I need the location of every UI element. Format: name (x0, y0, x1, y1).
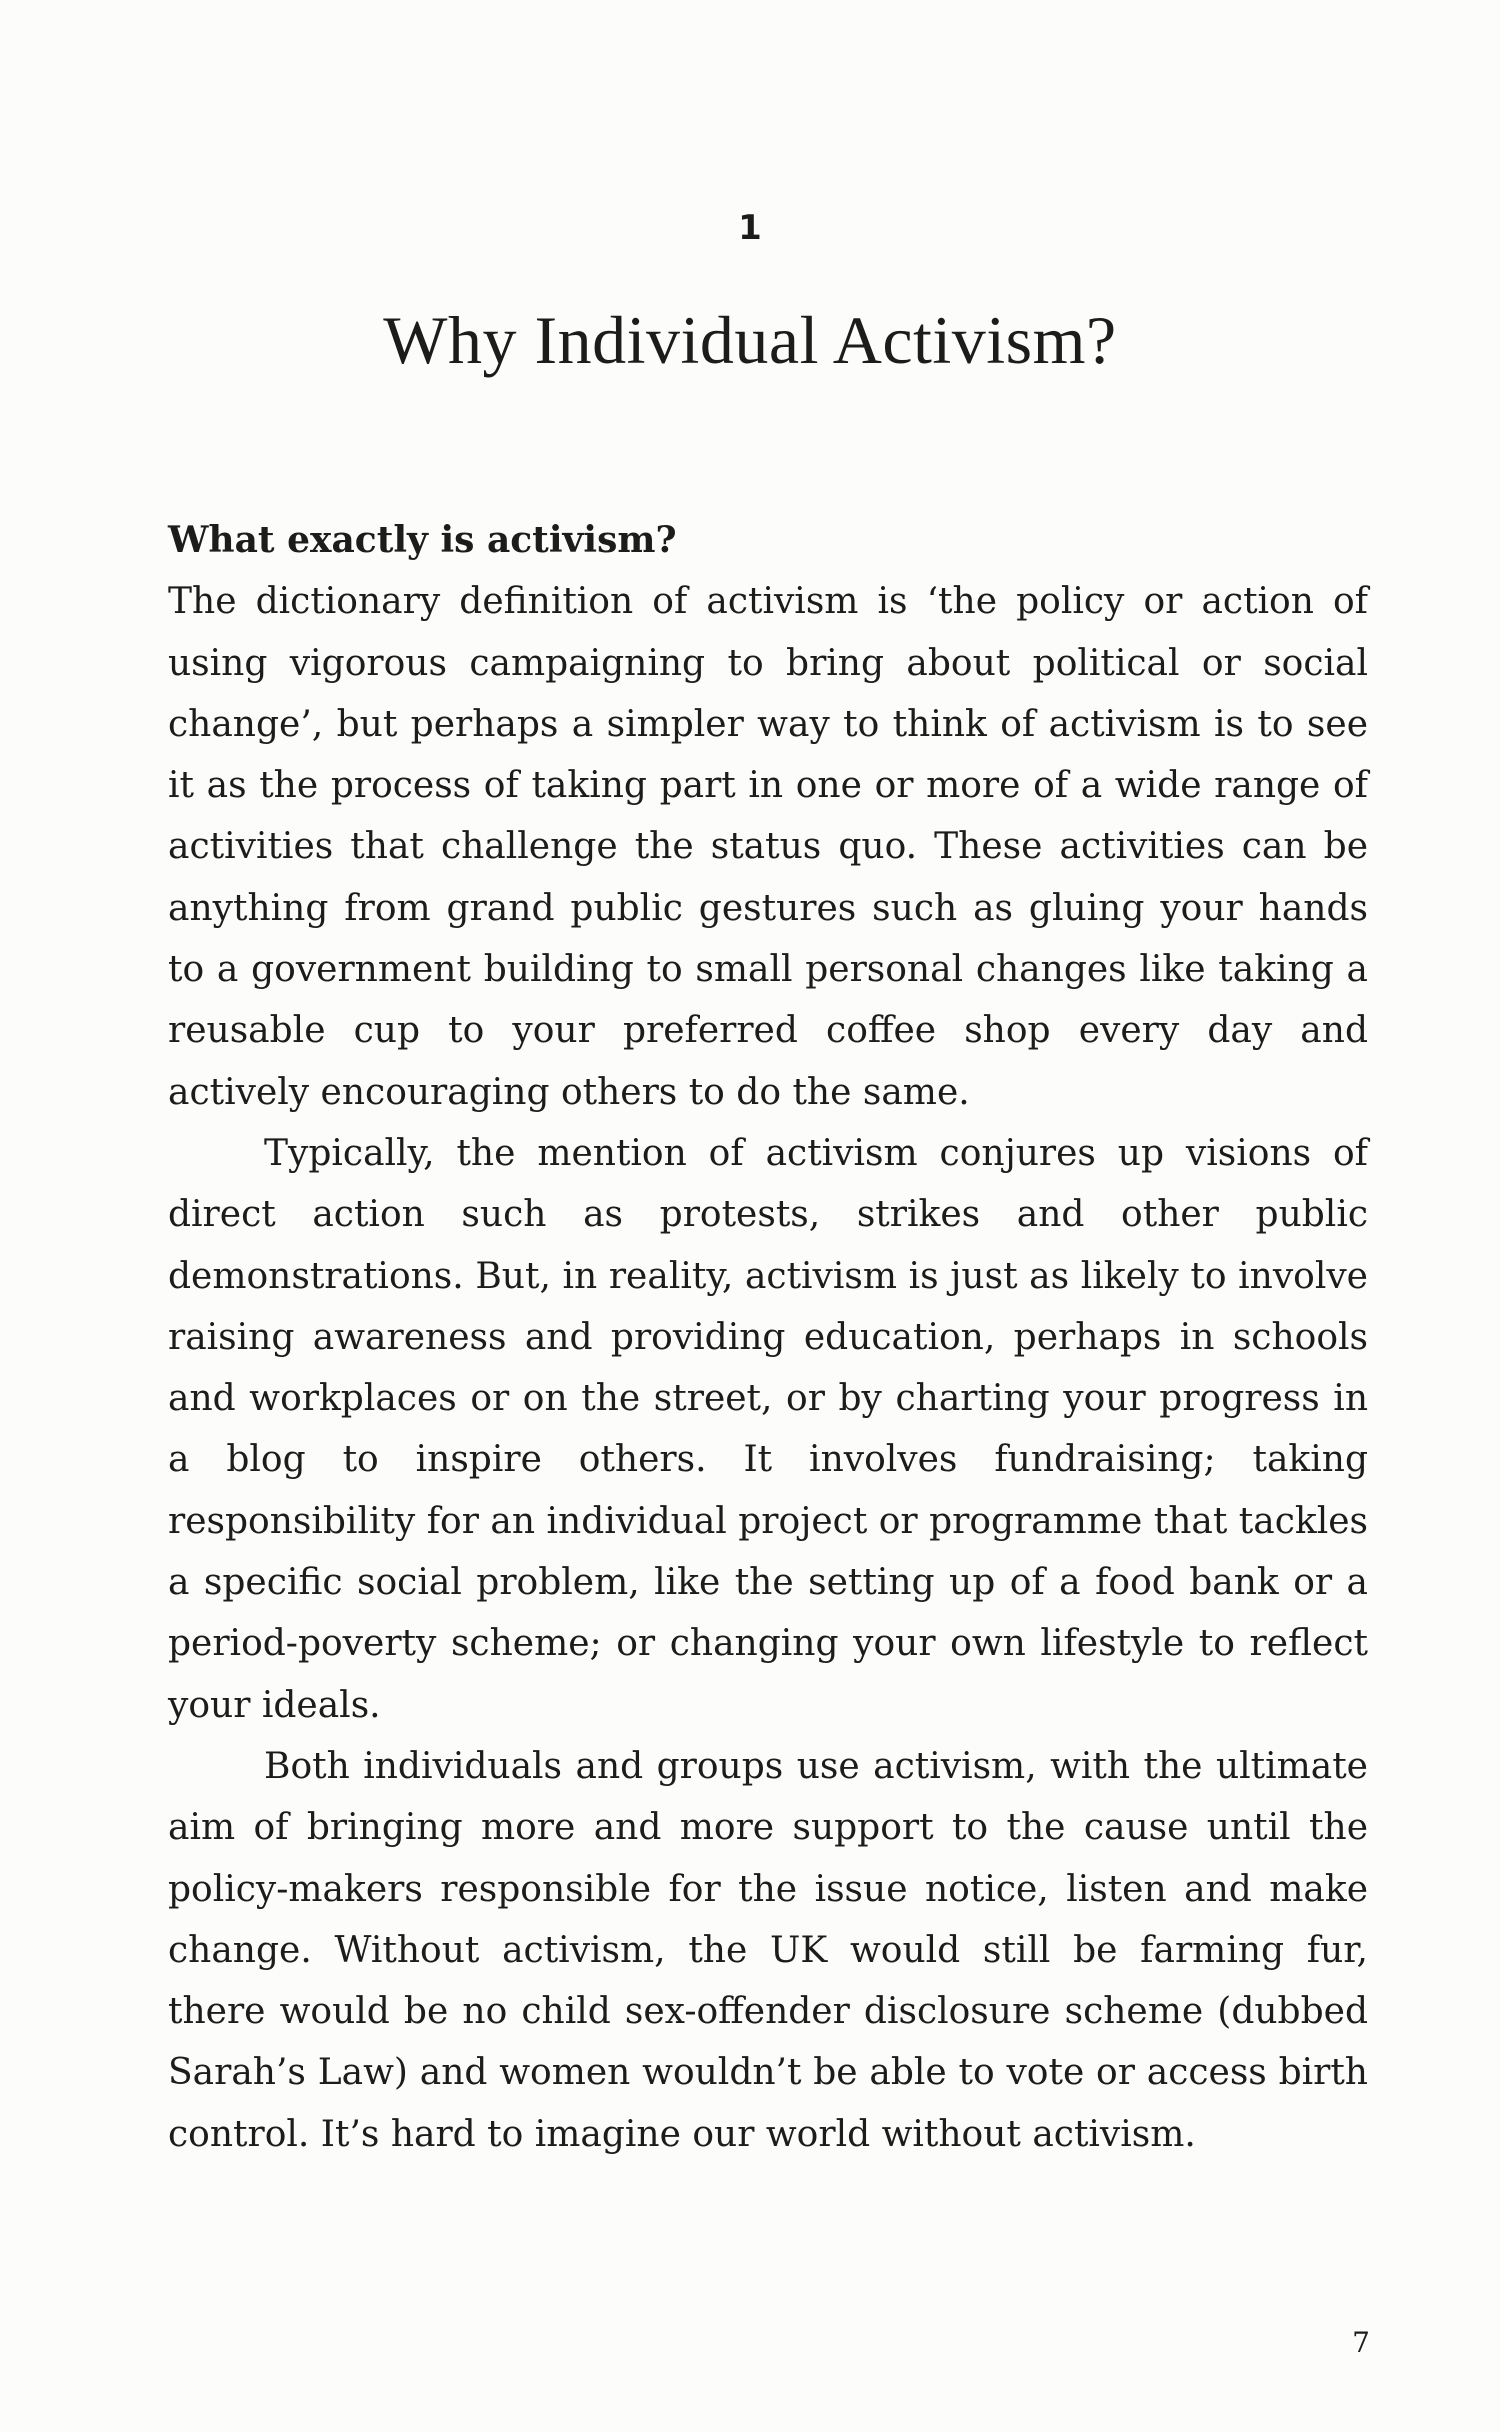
paragraph-2: Typically, the mention of activism conjures up visions of direct action such as protests, strikes and other public demonstrations. But, in reality, activism is just as likely to involve raising awareness and providing education, perhaps in schools and workplaces or on the street, or by charting your progress in a blog to inspire others. It involves fundraising; taking responsibility for an individual project or programme that tackles a specific social problem, like the setting up of a food bank or a period-poverty scheme; or changing your own lifestyle to reflect your ideals. (168, 1132, 1368, 1726)
chapter-body (168, 510, 1368, 2165)
page-number: 7 (1352, 2326, 1370, 2359)
paragraph-1: The dictionary definition of activism is ‘the policy or action of using vigorous campaigning to bring about political or social change’, but perhaps a simpler way to think of activism is to see it as the process of taking part in one or more of a wide range of activities that challenge the status quo. These activities can be anything from grand public gestures such as gluing your hands to a government building to small personal changes like taking a reusable cup to your preferred coffee shop every day and actively encouraging others to do the same. (168, 581, 1368, 1113)
chapter-title: Why Individual Activism? (383, 302, 1117, 378)
section-heading: What exactly is activism? (168, 519, 677, 561)
paragraph-3: Both individuals and groups use activism, with the ultimate aim of bringing more and more support to the cause until the policy-makers responsible for the issue notice, listen and make change. Without activism, the UK would still be farming fur, there would be no child sex-offender disclosure scheme (dubbed Sarah’s Law) and women wouldn’t be able to vote or access birth control. It’s hard to imagine our world without activism. (168, 1745, 1368, 2155)
chapter-number: 1 (738, 208, 762, 248)
